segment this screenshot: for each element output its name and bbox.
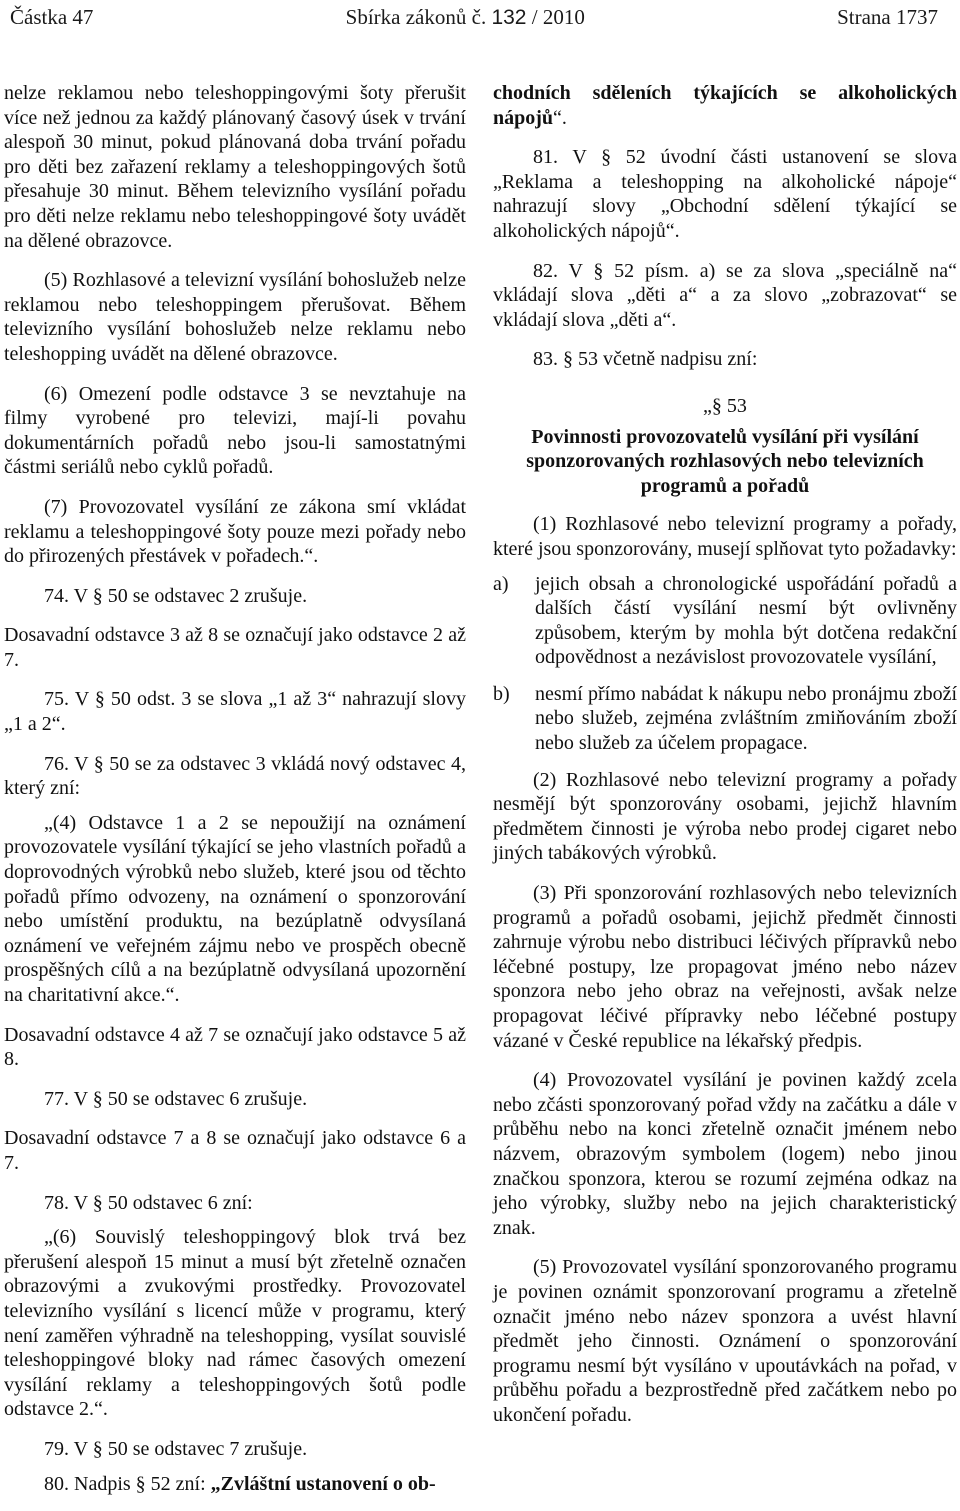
page-number: Strana 1737	[837, 4, 938, 29]
amendment-81: 81. V § 52 úvodní části ustanovení se slova „Reklama a teleshopping na alkoholické nápoje“ nahrazují slovy „Obchodní sdělení týkající se alkoholických nápojů“.	[493, 146, 957, 242]
list-item-b	[493, 682, 957, 756]
paragraph-5: (5) Rozhlasové a televizní vysílání bohoslužeb nelze reklamou nebo teleshoppingem přerušovat. Během televizního vysílání bohoslužeb nelze reklamu nebo teleshopping uvádět na dělené obrazovce.	[4, 269, 466, 365]
list-text-a: jejich obsah a chronologické uspořádání pořadů a dalších částí vysílání nesmí být ovlivněny způsobem, kterým by mohla být dotčena redakční odpovědnost a nezávislost provozovatele vysílání,	[535, 572, 957, 669]
amendment-77: 77. V § 50 se odstavec 6 zrušuje.	[44, 1087, 308, 1110]
amendment-80	[4, 1472, 466, 1497]
collection-prefix: Sbírka zákonů č.	[345, 4, 487, 29]
amendment-75: 75. V § 50 odst. 3 se slova „1 až 3“ nahrazují slovy „1 a 2“.	[4, 688, 466, 736]
amendment-74: 74. V § 50 se odstavec 2 zrušuje.	[44, 584, 308, 607]
section-53-paragraph-1: (1) Rozhlasové nebo televizní programy a pořady, které jsou sponzorovány, musejí splňovat tyto požadavky:	[493, 513, 957, 560]
collection-year: / 2010	[531, 4, 585, 29]
amendment-82: 82. V § 52 písm. a) se za slova „speciálně na“ vkládají slova „děti a“ a za slovo „zobrazovat“ se vkládají slova „děti a“.	[493, 259, 957, 331]
section-number: „§ 53	[703, 394, 747, 417]
paragraph-6: (6) Omezení podle odstavce 3 se nevztahuje na filmy vyrobené pro televizi, mají-li povahu dokumentárních pořadů nebo jsou-li samostatnými částmi seriálů nebo cyklů pořadů.	[4, 382, 466, 479]
law-number: 132	[491, 5, 527, 29]
right-column	[493, 81, 957, 1443]
list-text-b: nesmí přímo nabádat k nákupu nebo pronájmu zboží nebo služeb, zejména zvláštním zmiňováním zboží nebo služeb za účelem propagace.	[535, 682, 957, 755]
new-paragraph-6: „(6) Souvislý teleshoppingový blok trvá bez přerušení alespoň 15 minut a musí být zřetelně označen obrazovými a zvukovými prostředky. Provozovatel televizního vysílání s licencí může v programu, který není zaměřen výhradně na teleshopping, vysílat souvislé teleshoppingové bloky nad rámec časových omezení vysílání reklamy a teleshoppingových šotů podle odstavce 2.“.	[4, 1226, 466, 1421]
amendment-78: 78. V § 50 odstavec 6 zní:	[44, 1191, 253, 1214]
amendment-83: 83. § 53 včetně nadpisu zní:	[533, 348, 758, 371]
renumbering-note-3: Dosavadní odstavce 7 a 8 se označují jako odstavce 6 a 7.	[4, 1127, 466, 1174]
page-header	[10, 2, 938, 32]
list-label-a: a)	[493, 572, 509, 595]
section-53-paragraph-3: (3) Při sponzorování rozhlasových nebo televizních programů a pořadů osobami, jejichž předmět činnosti zahrnuje výrobu nebo distribuci léčivých přípravků nebo léčebné postupy, lze propagovat jméno nebo název sponzora nebo jeho obraz na veřejnosti, avšak nelze propagovat léčivé přípravky nebo léčebné postupy vázané v České republice na lékařský předpis.	[493, 882, 957, 1052]
renumbering-note-1: Dosavadní odstavce 3 až 8 se označují jako odstavce 2 až 7.	[4, 624, 466, 671]
renumbering-note-2: Dosavadní odstavce 4 až 7 se označují jako odstavce 5 až 8.	[4, 1023, 466, 1071]
amendment-80-heading: „Zvláštní ustanovení o ob-	[210, 1472, 436, 1495]
heading-continuation-tail: “.	[553, 106, 567, 129]
paragraph-7: (7) Provozovatel vysílání ze zákona smí vkládat reklamu a teleshoppingové šoty pouze mezi pořady nebo do přirozených přestávek v pořadech.“.	[4, 495, 466, 568]
list-label-b: b)	[493, 682, 510, 705]
section-53-paragraph-4: (4) Provozovatel vysílání je povinen každý zcela nebo zčásti sponzorovaný pořad vždy na začátku a dále v průběhu nebo na konci zřetelně označit jménem nebo názvem, obrazovým symbolem (logem) nebo jinou značkou sponzora, kterou se rozumí zejména odkaz na jeho výrobky, služby nebo na jejich charakteristický znak.	[493, 1069, 957, 1239]
new-paragraph-4: „(4) Odstavce 1 a 2 se nepoužijí na oznámení provozovatele vysílání týkající se jeho vlastních pořadů a doprovodných výrobků nebo služeb, které jsou od těchto pořadů přímo odvozeny, na oznámení o sponzorování nebo umístění produktu, na bezúplatně odvysílaná oznámení ve veřejném zájmu nebo ve prospěch obecně prospěšných cílů a na bezúplatně odvysílaná upozornění na charitativní akce.“.	[4, 811, 466, 1006]
list-item-a	[493, 572, 957, 670]
left-column	[4, 81, 466, 1511]
section-title-line-3: programů a pořadů	[640, 474, 810, 497]
amendment-80-text: 80. Nadpis § 52 zní:	[44, 1472, 211, 1495]
section-title-line-1: Povinnosti provozovatelů vysílání při vysílání	[531, 425, 919, 448]
section-53-paragraph-2: (2) Rozhlasové nebo televizní programy a pořady nesmějí být sponzorovány osobami, jejichž hlavním předmětem činnosti je výroba nebo prodej cigaret nebo jiných tabákových výrobků.	[493, 768, 957, 865]
amendment-79: 79. V § 50 se odstavec 7 zrušuje.	[44, 1437, 308, 1460]
heading-continuation	[493, 81, 957, 130]
amendment-76: 76. V § 50 se za odstavec 3 vkládá nový odstavec 4, který zní:	[4, 752, 466, 800]
section-title-line-2: sponzorovaných rozhlasových nebo televizních	[526, 450, 924, 473]
collection-title	[346, 5, 585, 30]
section-53-paragraph-5: (5) Provozovatel vysílání sponzorovaného programu je povinen oznámit sponzorovaní programu a zřetelně označit jméno nebo název sponzora a uvést hlavní předmět jeho činnosti. Oznámení o sponzorování programu nesmí být vysíláno v upoutávkách na pořad, v průběhu pořadu a bezprostředně před začátkem nebo po ukončení pořadu.	[493, 1256, 957, 1426]
section-title	[493, 425, 957, 499]
issue-part: Částka 47	[10, 4, 94, 29]
heading-continuation-bold: chodních sděleních týkajících se alkoholických nápojů	[493, 82, 957, 129]
paragraph-children-programs: nelze reklamou nebo teleshoppingovými šoty přerušit více než jednou za každý plánovaný časový úsek v trvání alespoň 30 minut, pokud plánovaná doba trvání pořadu pro děti bez zařazení reklamy a teleshoppingových šotů přesahuje 30 minut. Během televizního vysílání pořadu pro děti nelze reklamu nebo teleshoppingové šoty uvádět na dělené obrazovce.	[4, 82, 466, 252]
